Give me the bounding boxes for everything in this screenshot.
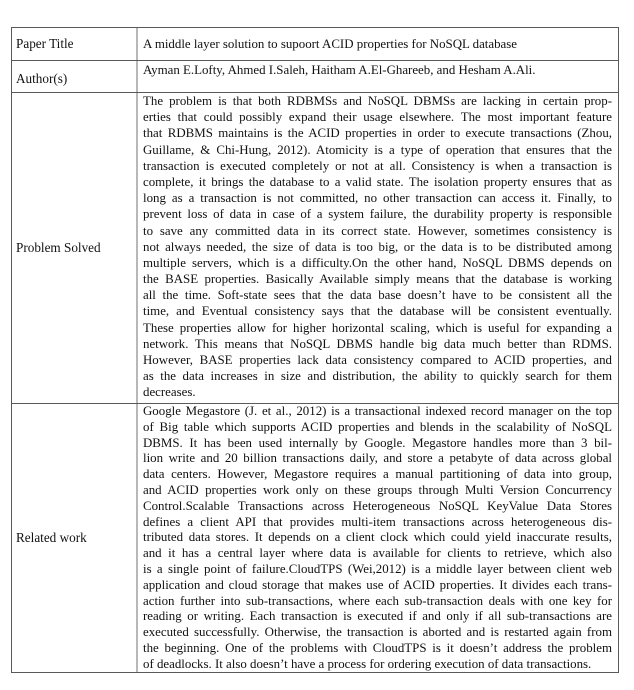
label-problem-solved: Problem Solved	[12, 93, 138, 403]
text-line: not always needed, the size of data is too big, or the data is to be distributed among	[143, 239, 612, 254]
value-related-work	[138, 404, 618, 672]
text-line: to save any committed data in its correct state. However, sometimes consistency is	[143, 223, 612, 238]
text-line: erties that could possibly expand their usage elsewhere. The most important feature	[143, 110, 612, 125]
row-authors	[12, 60, 618, 92]
text-line: multiple servers, which is a difficulty.On the other hand, NoSQL DBMS depends on	[143, 255, 612, 270]
row-problem-solved	[12, 92, 618, 403]
text-line: decreases.	[143, 385, 196, 400]
text-line: action further into sub-transactions, where each sub-transaction deals with one key for	[143, 593, 612, 608]
text-line: defines a client API that provides multi-item transactions across heterogeneous dis-	[143, 514, 612, 529]
text-line: The problem is that both RDBMSs and NoSQL DBMSs are lacking in certain prop-	[143, 94, 612, 108]
text-line: of Big table which supports ACID properties and blends in the scalability of NoSQL	[143, 419, 612, 434]
text-line: all the time. Soft-state sees that the data base doesn’t have to be consistent all the	[143, 288, 612, 303]
text-line: of deadlocks. It also doesn’t have a process for ordering execution of data transactions.	[143, 656, 592, 671]
text-line: the BASE properties. Basically Available simply means that the database is working	[143, 272, 612, 287]
text-line: tributed data stores. It depends on a client clock which could yield inaccurate results,	[143, 530, 612, 545]
text-line: However, BASE properties lack data consistency compared to ACID properties, and	[143, 353, 612, 367]
paper-summary-table	[11, 27, 619, 673]
text-line: that RDBMS maintains is the ACID properties in order to execute transactions (Zhou,	[143, 126, 612, 141]
text-line: DBMS. It has been used internally by Google. Megastore handles more than 3 bil-	[143, 435, 612, 450]
row-paper-title	[12, 28, 618, 60]
text-line: prevent loss of data in case of a system failure, the durability property is responsible	[143, 207, 612, 222]
label-authors: Author(s)	[12, 61, 138, 92]
text-line: Google Megastore (J. et al., 2012) is a transactional indexed record manager on the top	[143, 404, 612, 418]
value-paper-title: A middle layer solution to supoort ACID properties for NoSQL database	[143, 36, 518, 51]
value-problem-solved	[138, 93, 618, 403]
label-related-work: Related work	[12, 404, 138, 672]
text-line: long as a transaction is not committed, no other transaction can access it. Finally, to	[143, 191, 612, 206]
text-line: as the data increases in size and distribution, the ability to quickly search for them	[143, 369, 612, 384]
text-line: transaction is executed completely or not at all. Consistency is when a transaction is	[143, 158, 612, 173]
text-line: lion write and 20 billion transactions daily, and store a petabyte of data across global	[143, 451, 612, 466]
row-related-work	[12, 403, 618, 672]
value-authors: Ayman E.Lofty, Ahmed I.Saleh, Haitham A.El-Ghareeb, and Hesham A.Ali.	[143, 63, 536, 77]
label-paper-title: Paper Title	[12, 28, 138, 60]
text-line: These properties allow for higher horizontal scaling, which is useful for expanding a	[143, 320, 612, 335]
text-line: network. This means that NoSQL DBMS handle big data much better than RDMS.	[143, 336, 612, 351]
text-line: complete, it brings the database to a valid state. The isolation property ensures that as	[143, 174, 612, 189]
text-line: and ACID properties work only on these groups through Multi Version Concurrency	[143, 482, 612, 497]
text-line: Control.Scalable Transactions across Heterogeneous NoSQL KeyValue Data Stores	[143, 498, 612, 513]
text-line: is a single point of failure.CloudTPS (Wei,2012) is a middle layer between client web	[143, 561, 612, 576]
text-line: time, and Eventual consistency says that the database will be consistent eventually.	[143, 304, 612, 319]
text-line: and it has a central layer where data is available for clients to retrieve, which also	[143, 546, 612, 561]
text-line: data centers. However, Megastore requires a manual partitioning of data into group,	[143, 467, 612, 482]
text-line: the beginning. One of the problems with CloudTPS is it doesn’t address the problem	[143, 640, 612, 655]
text-line: executed successfully. Otherwise, the transaction is aborted and is restarted again from	[143, 625, 612, 640]
text-line: reading or writing. Each transaction is executed if and only if all sub-transactions are	[143, 609, 612, 624]
text-line: application and cloud storage that makes use of ACID properties. It divides each trans-	[143, 577, 612, 592]
text-line: Guillame, & Chi-Hung, 2012). Atomicity is a type of operation that ensures that the	[143, 142, 612, 157]
